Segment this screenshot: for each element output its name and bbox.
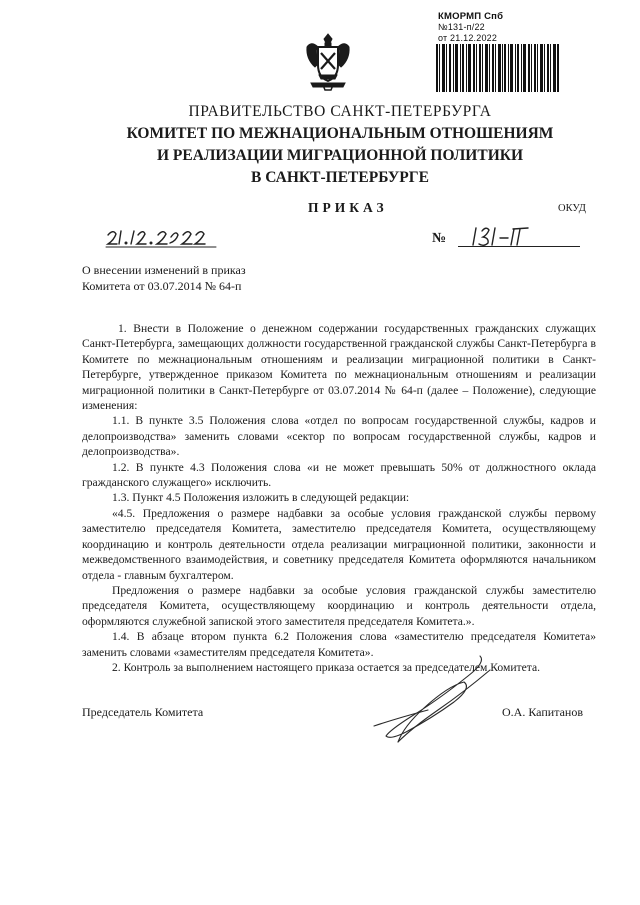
paragraph-4-5-part-1: «4.5. Предложения о размере надбавки за особые условия гражданской службы первому заместителю председателя Комитета, заместителю председателя Комитета, осуществляющему координацию и контроль деятельности отдела реализации миграционной политики, законности и межведомственного взаимодействия, и советнику председателя Комитета оформляются начальником отдела - главным бухгалтером. xyxy=(82,506,596,582)
committee-name-line-1: КОМИТЕТ ПО МЕЖНАЦИОНАЛЬНЫМ ОТНОШЕНИЯМ xyxy=(126,125,554,142)
signatory-name: О.А. Капитанов xyxy=(502,705,583,719)
signatory-position: Председатель Комитета xyxy=(82,705,204,719)
handwritten-order-date xyxy=(104,227,220,249)
order-number-sign: № xyxy=(432,231,447,246)
paragraph-2: 2. Контроль за выполнением настоящего приказа остается за председателем Комитета. xyxy=(112,660,540,674)
registration-stamp xyxy=(438,11,558,44)
paragraph-4-5-part-2: Предложения о размере надбавки за особые условия гражданской службы заместителю председателя Комитета, осуществляющему координацию и контроль деятельности отдела, оформляются служебной запиской этого заместителя председателя Комитета.». xyxy=(82,583,596,628)
committee-name-line-3: В САНКТ-ПЕТЕРБУРГЕ xyxy=(251,169,429,186)
okud-label: ОКУД xyxy=(558,203,586,214)
stamp-line-2: №131-п/22 xyxy=(438,22,485,32)
government-name: ПРАВИТЕЛЬСТВО САНКТ-ПЕТЕРБУРГА xyxy=(188,103,492,120)
committee-name-line-2: И РЕАЛИЗАЦИИ МИГРАЦИОННОЙ ПОЛИТИКИ xyxy=(156,147,524,164)
order-title: ПРИКАЗ xyxy=(308,200,388,215)
order-subject xyxy=(82,262,322,294)
paragraph-1-1: 1.1. В пункте 3.5 Положения слова «отдел по вопросам государственной службы, кадров и делопроизводства» заменить словами «сектор по вопросам государственной службы, кадров и делопроизводства». xyxy=(82,414,596,459)
coat-of-arms-emblem xyxy=(303,33,353,91)
stamp-line-3: от 21.12.2022 xyxy=(438,33,498,43)
stamp-line-1: КМОРМП Спб xyxy=(438,11,504,22)
paragraph-1-4: 1.4. В абзаце втором пункта 6.2 Положения слова «заместителю председателя Комитета» заменить словами «заместителям председателя Комитета». xyxy=(82,630,596,659)
handwritten-signature xyxy=(368,652,498,748)
paragraph-1: 1. Внести в Положение о денежном содержании государственных гражданских служащих Санкт-Петербурга, замещающих должности государственной гражданской службы Санкт-Петербурга в Комитете по межнациональным отношениям и реализации миграционной политики в Санкт-Петербурге, утвержденное приказом Комитета по межнациональным отношениям и реализации миграционной политики в Санкт-Петербурге от 03.07.2014 № 64-п (далее – Положение), следующие изменения: xyxy=(82,322,596,413)
handwritten-order-number xyxy=(470,224,540,248)
barcode xyxy=(436,44,560,92)
paragraph-1-3: 1.3. Пункт 4.5 Положения изложить в следующей редакции: xyxy=(112,491,410,505)
paragraph-1-2: 1.2. В пункте 4.3 Положения слова «и не может превышать 50% от должностного оклада гражданского служащего» исключить. xyxy=(82,460,596,490)
order-body xyxy=(82,321,596,675)
subject-line-2: Комитета от 03.07.2014 № 64-п xyxy=(82,279,242,293)
subject-line-1: О внесении изменений в приказ xyxy=(82,263,246,277)
